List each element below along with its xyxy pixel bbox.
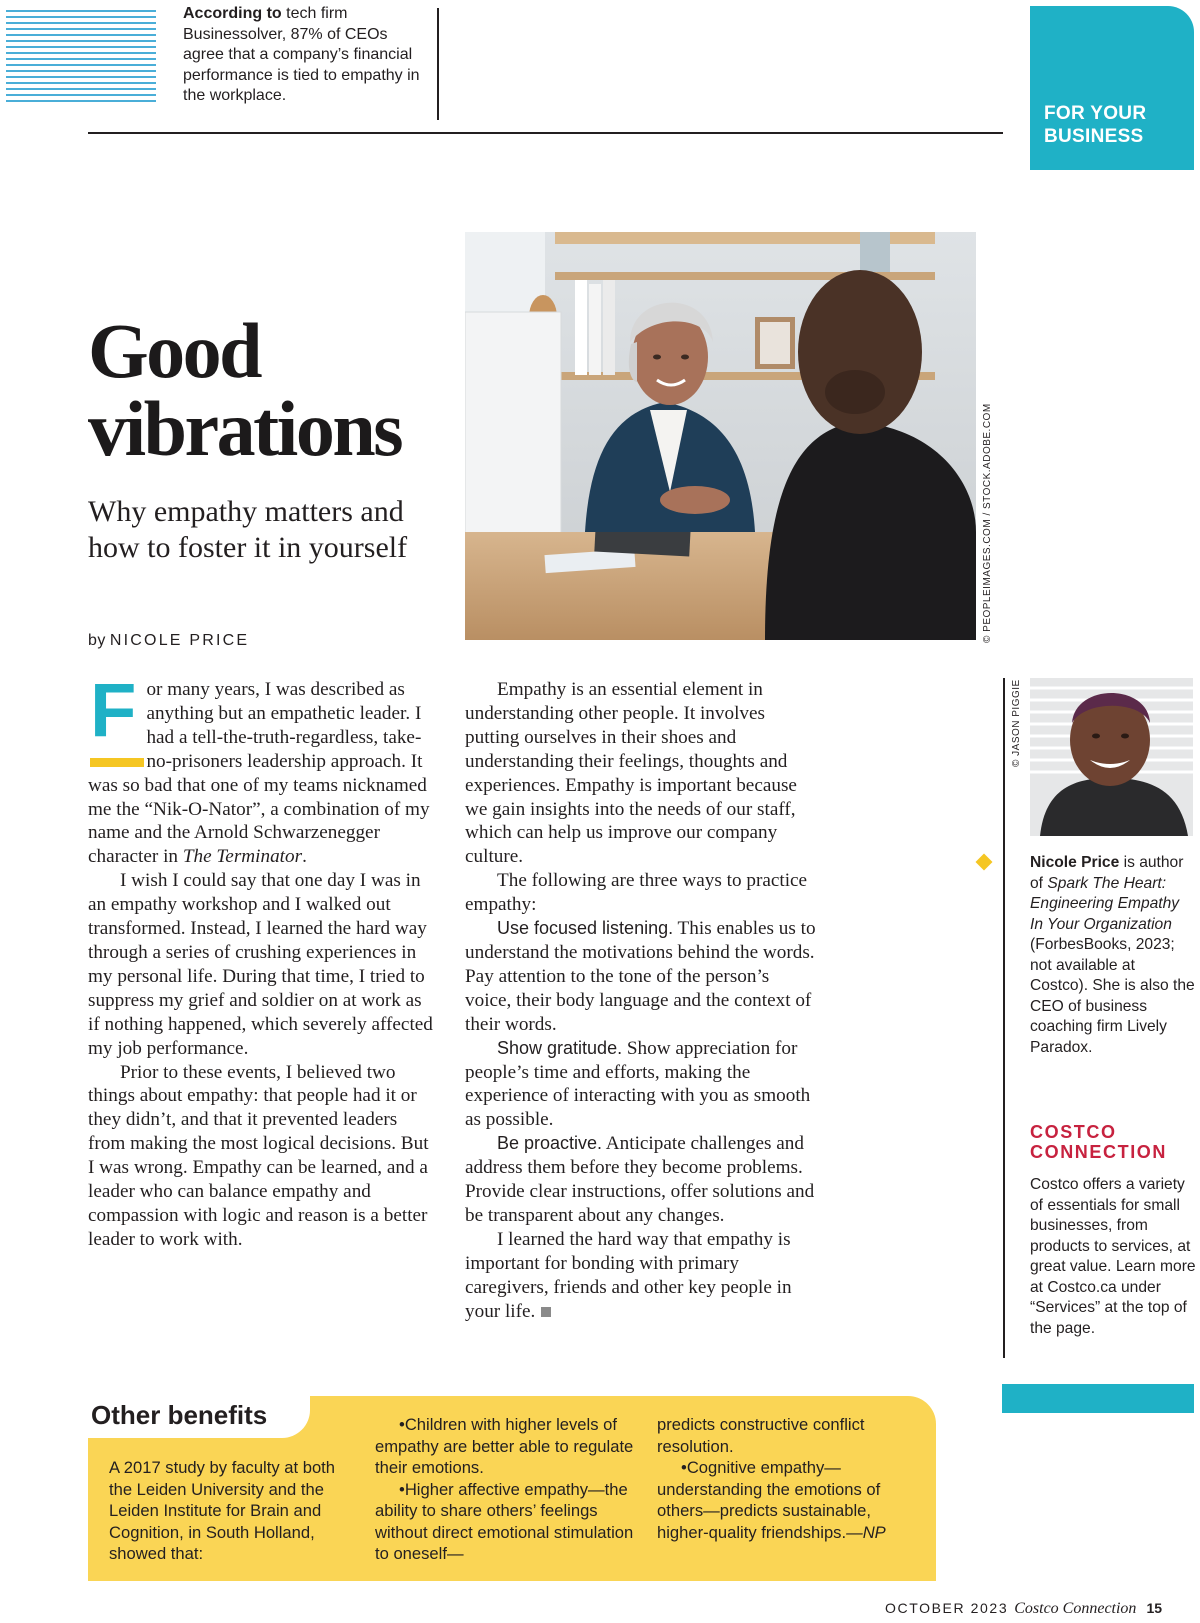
signoff: —NP — [846, 1522, 886, 1542]
author-bio: Nicole Price is author of Spark The Heart: Engineering Empathy In Your Organization (ForbesBooks, 2023; not available at Costco). She is also the CEO of business coaching firm Lively Paradox. — [1030, 854, 1195, 1056]
end-mark-icon — [541, 1307, 551, 1317]
top-rule — [88, 132, 1003, 134]
headline: Good vibrations — [88, 307, 402, 472]
photo-credit: © PEOPLEIMAGES.COM / STOCK.ADOBE.COM — [982, 403, 993, 643]
paragraph: The following are three ways to practice empathy: — [465, 870, 808, 916]
section-tab — [1030, 6, 1194, 170]
paragraph-text: I learned the hard way that empathy is important for bonding with primary caregivers, friends and other key people in your life. — [465, 1228, 792, 1322]
tip-paragraph — [465, 1132, 820, 1228]
benefits-intro: A 2017 study by faculty at both the Leiden University and the Leiden Institute for Brain and Cognition, in South Holland, showed that: — [109, 1458, 336, 1563]
benefit-continued: predicts constructive conflict resolution. — [657, 1415, 865, 1456]
byline-by: by — [88, 632, 106, 649]
sidebar-rule — [1003, 678, 1005, 1358]
footer-magazine: Costco Connection — [1014, 1600, 1137, 1617]
drop-cap: F — [90, 680, 136, 756]
paragraph-end: . — [302, 846, 307, 868]
page-footer — [885, 1600, 1162, 1618]
office-meeting-illustration — [465, 232, 976, 640]
author-portrait — [1030, 678, 1193, 836]
tip-paragraph — [465, 917, 820, 1037]
stat-divider — [437, 8, 439, 120]
bullet-icon: • — [399, 1479, 405, 1499]
other-benefits-title: Other benefits — [91, 1400, 268, 1430]
benefit-bullet: •Children with higher levels of empathy are better able to regulate their emotions. — [375, 1415, 634, 1477]
byline — [88, 632, 249, 650]
article-photo — [465, 232, 976, 640]
paragraph: Empathy is an essential element in understanding other people. It involves putting ourselves in their shoes and understanding their feelings, thoughts and experiences. Empathy is important because we gain insights into the needs of our staff, which can help us improve our company culture. — [465, 679, 797, 868]
stat-lead: According to — [183, 5, 282, 22]
tip-lead: Use focused listening. — [497, 918, 674, 939]
stat-text: tech firm Businessolver, 87% of CEOs agree that a company’s financial performance is tied to empathy in the workplace. — [183, 5, 420, 104]
decorative-stripes — [6, 10, 156, 104]
paragraph: I wish I could say that one day I was in an empathy workshop and I walked out transformed. Instead, I learned the hard way through a series of crushing experiences in my personal life. During that time, I tried to suppress my grief and soldier on at work as if nothing happened, which severely affected my job performance. — [88, 870, 433, 1059]
page-number: 15 — [1146, 1600, 1163, 1616]
costco-connection-text: Costco offers a variety of essentials for small businesses, from products to services, at great value. Learn more at Costco.ca under “Services” at the top of the page. — [1030, 1176, 1196, 1337]
tip-text: Anticipate challenges and address them before they become problems. Provide clear instructions, offer solutions and be transparent about any changes. — [465, 1133, 815, 1226]
tip-lead: Show gratitude. — [497, 1037, 623, 1058]
author-portrait-illustration — [1030, 678, 1193, 836]
benefit-bullet: •Cognitive empathy—understanding the emotions of others—predicts sustainable, higher-quality friendships.—NP — [657, 1458, 886, 1542]
bullet-icon: • — [681, 1458, 687, 1477]
benefits-column-3 — [657, 1414, 927, 1543]
article-column-2 — [465, 678, 820, 1323]
bio-name: Nicole Price — [1030, 854, 1120, 871]
tip-text: Show appreciation for people’s time and efforts, making the experience of interacting with you as smooth as possible. — [465, 1037, 811, 1131]
costco-connection-heading: COSTCO CONNECTION — [1030, 1122, 1167, 1162]
diamond-icon — [976, 854, 993, 871]
tip-lead: Be proactive. — [497, 1133, 603, 1154]
book-title: Spark The Heart: Engineering Empathy In Your Organization — [1030, 874, 1180, 933]
tip-paragraph — [465, 1037, 820, 1133]
deck: Why empathy matters and how to foster it in yourself — [88, 495, 408, 564]
paragraph — [465, 1228, 820, 1324]
byline-author: NICOLE PRICE — [109, 632, 250, 649]
bullet-icon: • — [399, 1415, 405, 1434]
paragraph-text: or many years, I was described as anything but an empathetic leader. I had a tell-the-truth-regardless, take-no-prisoners leadership approach. It was so bad that one of my teams nicknamed me the “Nik-O-Nator”, a combination of my name and the Arnold Schwarzenegger character in — [88, 679, 430, 868]
benefits-column-2 — [375, 1414, 640, 1565]
section-tab-label: FOR YOUR BUSINESS — [1044, 103, 1147, 147]
film-title: The Terminator — [182, 846, 303, 868]
paragraph — [88, 668, 438, 869]
stat-callout — [183, 4, 423, 107]
benefit-bullet: •Higher affective empathy—the ability to share others’ feelings without direct emotional stimulation to oneself— — [375, 1479, 634, 1563]
tip-text: This enables us to understand the motivations behind the words. Pay attention to the tone of the person’s voice, their body language and the context of their words. — [465, 918, 816, 1035]
portrait-credit: © JASON PIGGIE — [1011, 679, 1022, 767]
paragraph: Prior to these events, I believed two things about empathy: that people had it or they didn’t, and that it prevented leaders from making the most logical decisions. But I was wrong. Empathy can be learned, and a leader who can balance empathy and compassion with logic and reason is a better leader to work with. — [88, 1061, 429, 1250]
article-column-1 — [88, 668, 438, 1252]
footer-date: OCTOBER 2023 — [885, 1600, 1009, 1616]
teal-accent-bar — [1002, 1384, 1194, 1413]
